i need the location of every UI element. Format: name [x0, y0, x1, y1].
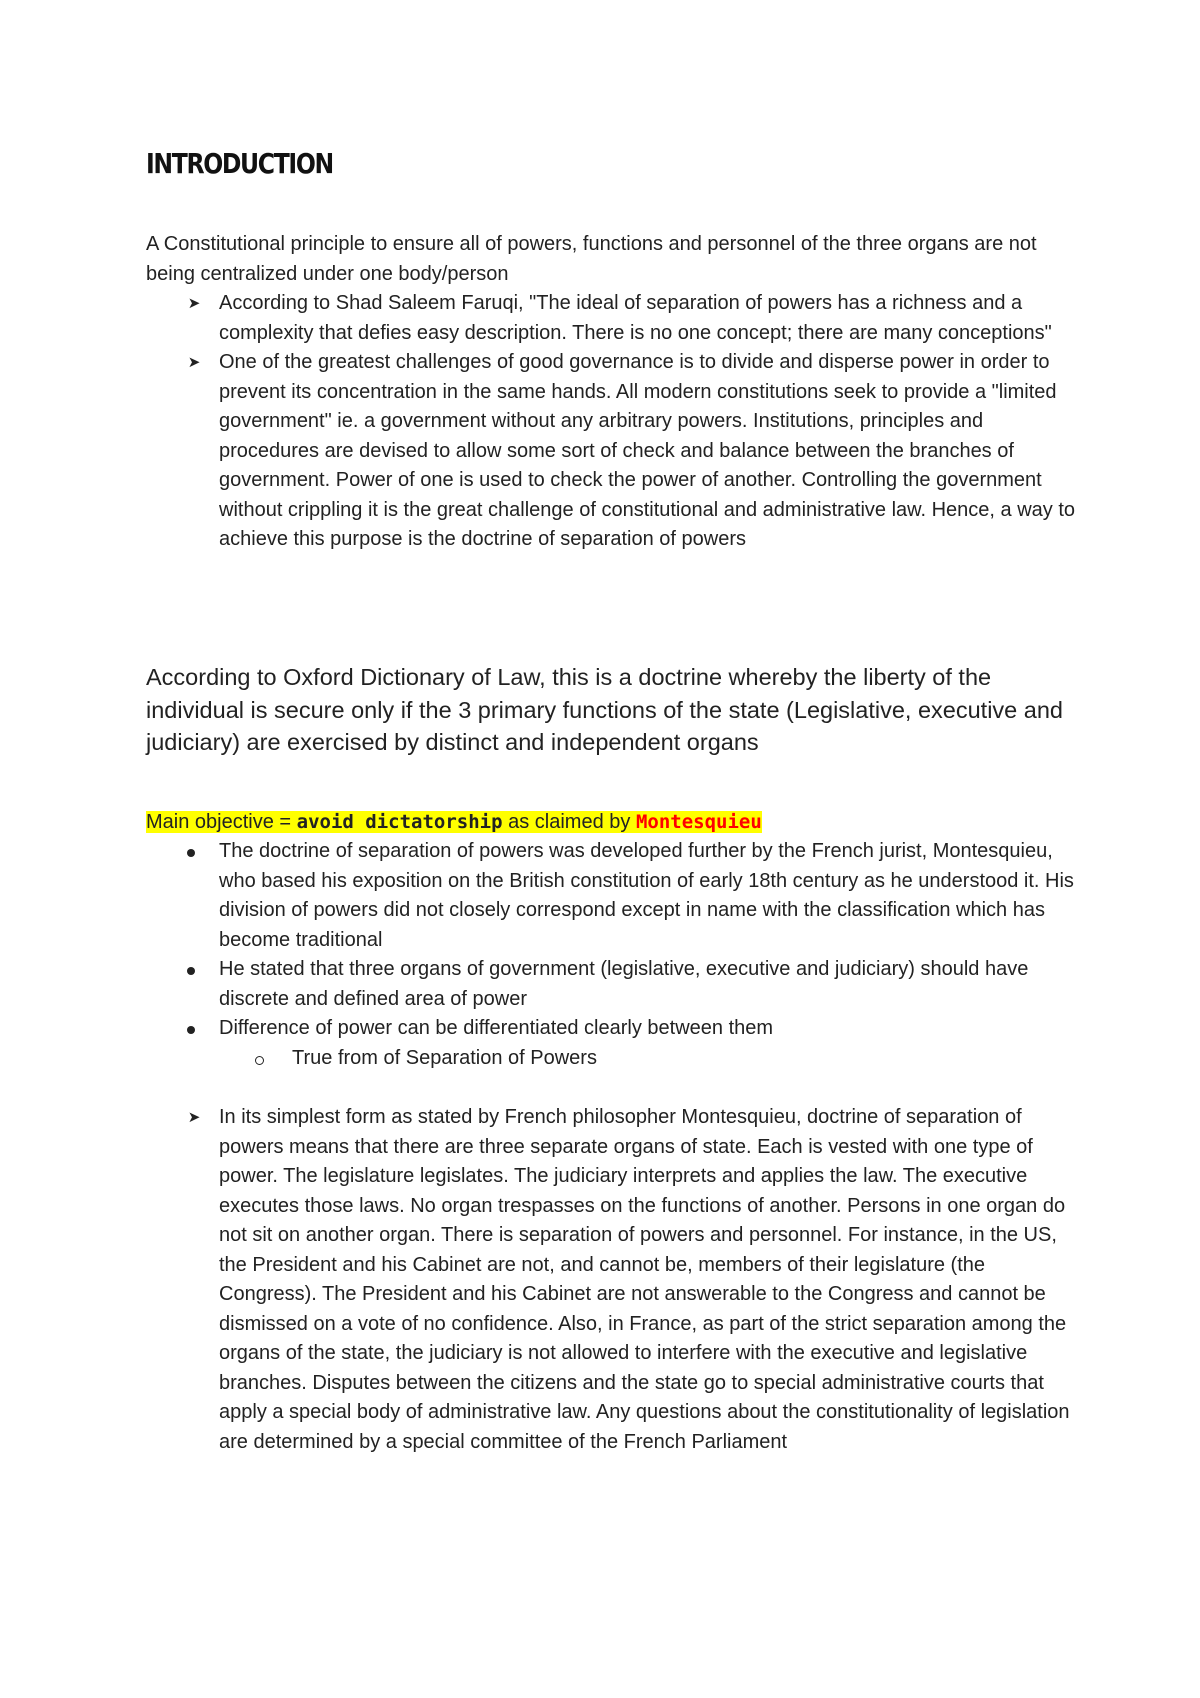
- list-item: [146, 1014, 1076, 1073]
- intro-paragraph: A Constitutional principle to ensure all of powers, functions and personnel of the three organs are not being centralized under one body/person: [146, 233, 1037, 285]
- section-heading: INTRODUCTION: [146, 147, 333, 180]
- montesquieu-bullet-list: [146, 837, 1076, 1073]
- filled-circle-bullet-icon: [187, 967, 195, 975]
- list-item: [146, 289, 1076, 348]
- main-objective-line: [146, 808, 762, 836]
- objective-prefix: Main objective =: [146, 811, 297, 833]
- intro-bullet-list: [146, 289, 1076, 555]
- list-item: [146, 837, 1076, 955]
- list-item: [146, 348, 1076, 555]
- list-item-text: According to Shad Saleem Faruqi, "The ideal of separation of powers has a richness and a complexity that defies easy description. There is no one concept; there are many conceptions": [219, 292, 1052, 344]
- sub-list-item-text: True from of Separation of Powers: [292, 1046, 597, 1069]
- sub-bullet-list: [219, 1044, 1076, 1074]
- arrowhead-bullet-icon: ➤: [187, 294, 201, 312]
- list-item-text: He stated that three organs of government (legislative, executive and judiciary) should have discrete and defined area of power: [219, 958, 1029, 1010]
- list-item-text: In its simplest form as stated by French philosopher Montesquieu, doctrine of separation of powers means that there are three separate organs of state. Each is vested with one type of power. The legislature legislates. The judiciary interprets and applies the law. The executive executes those laws. No organ trespasses on the functions of another. Persons in one organ do not sit on another organ. There is separation of powers and personnel. For instance, in the US, the President and his Cabinet are not, and cannot be, members of their legislature (the Congress). The President and his Cabinet are not answerable to the Congress and cannot be dismissed on a vote of no confidence. Also, in France, as part of the strict separation among the organs of the state, the judiciary is not allowed to interfere with the executive and legislative branches. Disputes between the citizens and the state go to special administrative courts that apply a special body of administrative law. Any questions about the constitutionality of legislation are determined by a special committee of the French Parliament: [219, 1106, 1070, 1453]
- oxford-definition-paragraph: According to Oxford Dictionary of Law, this is a doctrine whereby the liberty of the individual is secure only if the 3 primary functions of the state (Legislative, executive and judiciary) are exercised by distinct and independent organs: [146, 664, 1063, 755]
- arrowhead-bullet-icon: ➤: [187, 1108, 201, 1126]
- list-item-text: The doctrine of separation of powers was developed further by the French jurist, Montesquieu, who based his exposition on the British constitution of early 18th century as he understood it. His division of powers did not closely correspond except in name with the classification which has become traditional: [219, 840, 1074, 951]
- highlighted-text: [146, 811, 762, 833]
- list-item-text: One of the greatest challenges of good governance is to divide and disperse power in order to prevent its concentration in the same hands. All modern constitutions seek to provide a "limited government" ie. a government without any arbitrary powers. Institutions, principles and procedures are devised to allow some sort of check and balance between the branches of government. Power of one is used to check the power of another. Controlling the government without crippling it is the great challenge of constitutional and administrative law. Hence, a way to achieve this purpose is the doctrine of separation of powers: [219, 351, 1076, 550]
- montesquieu-name: Montesquieu: [635, 811, 762, 833]
- objective-emphasis: avoid dictatorship: [296, 811, 503, 833]
- hollow-circle-bullet-icon: [255, 1056, 264, 1065]
- filled-circle-bullet-icon: [187, 1026, 195, 1034]
- filled-circle-bullet-icon: [187, 849, 195, 857]
- simplest-form-bullet-list: [146, 1103, 1076, 1457]
- objective-middle: as claimed by: [502, 811, 636, 833]
- list-item: [146, 955, 1076, 1014]
- sub-list-item: [219, 1044, 1076, 1074]
- list-item-text: Difference of power can be differentiated clearly between them: [219, 1017, 774, 1039]
- list-item: [146, 1103, 1076, 1457]
- arrowhead-bullet-icon: ➤: [187, 353, 201, 371]
